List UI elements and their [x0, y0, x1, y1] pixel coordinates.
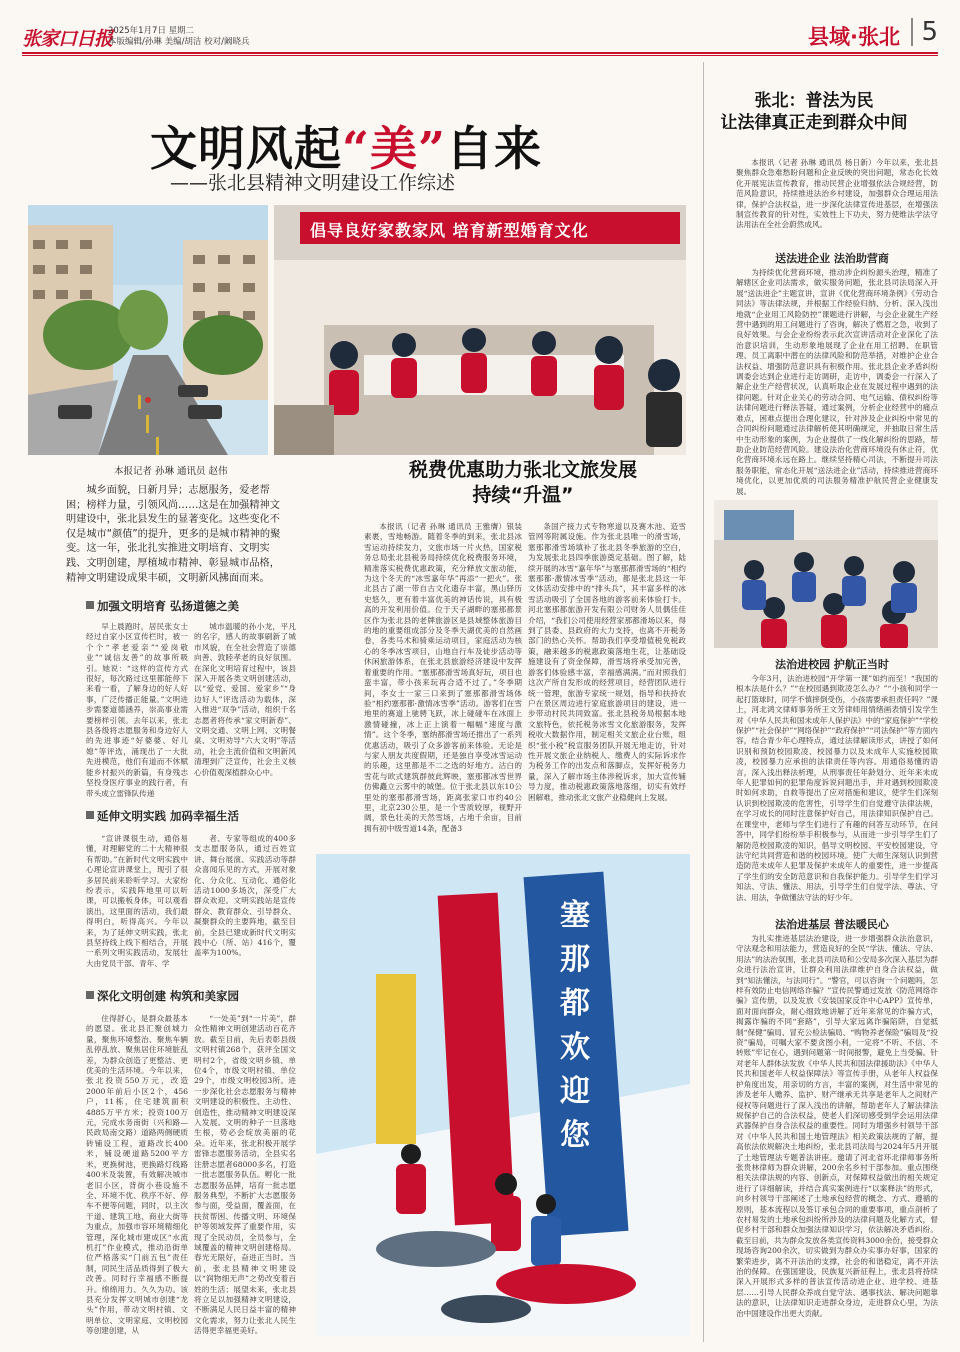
- article3-sub1-body: 为持续优化营商环境，推动涉企纠纷源头治理，精准了解辖区企业司法需求，做实服务问题，张北县司法局深入开展“送法进企”主题宣讲，宣讲《优化营商环境条例》《劳动合同法》等法律法规，并根据工作经验归纳、分析、深入浅出地就“企业用工风险防控”课题进行讲解，与会企业就生产经营中遇到的用工问题进行了咨询，解决了燃眉之急，收到了良好效果。与会企业纷纷表示此次宣讲活动对企业深化了法治意识培训，生动形象地展现了企业在用工招聘、在职管理、员工离职中潜在的法律风险和防范举措，对维护企业合法权益、增强防范意识具有积极作用。张北县企业矛盾纠纷调委会达到企业进行走访调研，走访中，调委会一行深入了解企业生产经营状况，认真听取企业在发展过程中遇到的法律问题。针对企业关心的劳动合同、电气运输、债权纠纷等法律问题进行释法答疑，通过案例，分析企业经营中的痛点难点，困难点提出合理化建议，针对涉及企业纠纷中常见的合同纠纷问题通过法律解析使其明确规定，并抽取日常生活中生动形象的案例，为企业提供了一线化解纠纷的思路，帮助企业防范经营风险。建设法治化营商环境没有休止符，优化营商环境永远在路上。继续坚持精心司法，不断提升司法服务职能，常态化开展“送法进企业”活动，持续推进营商环境优化，以更加优质的司法服务精准护航民营企业健康发展。: [736, 268, 938, 496]
- s3-col2: “一处美”到“一片美”，群众性精神文明创建活动百花齐放。截至目前，先后表彰县级文明村镇268个，获评全国文明村2个，省级文明乡镇、单位4个，市级文明村镇、单位29个，市级文明校园3所。进一步深化社会志愿服务与精神文明建设的积极性、主动性、创造性，推动精神文明建设深入发展。文明的种子一旦落地生根，势必会绽放美丽的花朵。近年来，张北积极开展学雷锋志愿服务活动，全县实名注册志愿者68000多名，打造一批志愿服务队伍。孵化一批志愿服务品牌，培育一批志愿服务典型，不断扩大志愿服务参与面，受益面，覆盖面，在扶贫帮困、传播文明、环境保护等领域发挥了重要作用，实现了全民动员，全员参与，全域覆盖的精神文明创建格局。春光无限好，奋进正当时。当前，张北县精神文明建设以“润物细无声”之势改变着百姓的生活；展望未来，张北县将立足以加强精神文明建设，不断满足人民日益丰富的精神文化需求，努力让张北人民生活得更幸福更美好。: [194, 1014, 296, 1336]
- article2-title: 税费优惠助力张北文旅发展 持续“升温”: [408, 459, 637, 506]
- section-name: 县域·张北: [808, 25, 900, 49]
- ski-sign: [541, 880, 611, 1220]
- article1-lead: 城乡面貌，日新月异；志愿服务，爱老帮困；榜样力量，引领风尚……这是在加强精神文明建设中，张北县发生的显著变化。这些变化不仅是城市“颜值”的提升，更多的是城市精神的聚变。这一年，张北扎实推进文明培育、文明实践、文明创建，厚植城市精神、彰显城市品格，精神文明建设成果丰硕，文明新风拂面而来。: [66, 485, 281, 584]
- s2-col1: “宣讲课很生动，通俗易懂，对理解党的二十大精神很有帮助。”在新时代文明实践中心理论宣讲课堂上，现引了很多居民前来聆听学习。大家纷纷表示，实践阵地里可以听课，可以搬板身体，可以观看演出，这里面的活动，我们最得明白，听得高兴。今年以来，为了延伸文明实践，张北县坚持线上线下相结合，开展一系列文明实践活动，发展壮大由党员干部、青年、学: [86, 834, 188, 968]
- heading-square-icon: [86, 601, 94, 609]
- article3-sub3-body: 为扎实推进基层法治建设，进一步增强群众法治意识，守法观念和用法能力，营造良好的全民“学法、懂法、守法、用法”的法治氛围，张北县司法局和公安局多次深入基层为群众进行法治宣讲，让群众利用法律维护自身合法权益，做到“知法懂法，与法同行”。“警官，可以咨询一个问题吗，怎样有效防止电信网络诈骗？”宣传民警通过发放《防范网络诈骗》宣传册，以及发放《安装国家反诈中心APP》宣传单，面对面向群众，耐心细致地讲解了近年来常见的诈骗方式，揭露诈骗的不同“套路”，引导大家远离诈骗陷阱，自觉抵制“保健”骗局、冒充公检法骗局、“购物养老保险”骗局及“投资”骗局，可嘱大家不要贪图小利，一定将“不听、不信、不转账”牢记在心，遇到问题第一时间报警，避免上当受骗。针对老年人群体法发放《中华人民共和国法律援助法》《中华人民共和国老年人权益保障法》等宣传手册，从老年人权益保护角度出发，用亲切的方言，丰富的案例，对生活中常见的涉及老年人赡养、监护、财产继承无共享是老年人之间财产侵权等问题进行了深入浅出的讲解，帮助老年人了解法律法规保护自己的合法权益，使老人们深切感受到学会运用法律武器保护自身合法权益的重要性。同时为增强乡村领导干部对《中华人民共和国土地管理法》相关政策法规的了解，提高依法依规解决土地纠纷，张北县司法局与2024年5月开展了土地管理法专题普法讲座。邀请了河北省环北律师事务所张贵林律师为群众讲解，200余名乡村干部参加。重点围绕相关法律法规的内容、创新点，对保障权益做出的相关规定进行了详细解读，并结合真实案例进行“以案释法”的形式，向乡村领导干部阐述了土地承包经营的概念、方式、遵循的原则，基本流程以及签订承包合同的重要事项，重点剖析了农村易发的土地承包纠纷所涉及的法律问题及化解方式，督促乡村干部和群众加强法律知识学习，依法解决矛盾纠纷。截至目前，共为群众发放各类宣传资料3000余份，接受群众现场咨询200余次，切实做到为群众办实事办好事，国家的繁荣进步，离不开法治的支撑，社会的和谐稳定，离不开法治的保障。在强国建设，民族复兴新征程上，张北县将持续深入开展形式多样的普法宣传活动进企业、进学校、进基层……引导人民群众养成自觉守法、遇事找法、解决问题靠法的意识，让法律知识走进群众身边，走进群众心里，为法治中国建设作出更大贡献。: [736, 934, 938, 1318]
- banner: [300, 212, 680, 244]
- banner-text: 倡导良好家教家风 培育新型婚育文化: [310, 221, 589, 240]
- ski-sign-text: 塞那都欢迎您: [560, 898, 590, 1153]
- section-heading-1: 加强文明培育 弘扬道德之美: [86, 598, 239, 614]
- page-number: 5: [911, 18, 938, 46]
- publication-info: [108, 26, 250, 48]
- article3-sub3: 法治进基层 普法暖民心: [775, 918, 889, 931]
- article3-title: 张北：普法为民 让法律真正走到群众中间: [720, 91, 908, 133]
- article2-col2: 条国产接力式专物寒道以及赛木池、造雪管网等附属设施。作为张北县唯一的滑雪场，塞那都滑雪场填补了张北县冬季旅游的空白，为发展张北县四季旅游奠定基础。图了解，陆续开展的冰雪“嘉年华”与塞那都滑雪场的“相约塞那都·激情冰雪季”活动，都是张北县这一年文体活动安排中的“排头兵”，其丰富多样的冰雪活动吸引了全国各地的游客前来体验打卡。河北塞那都旅游开发有限公司财务人员偶佳佳介绍，“我们公司使用经营家那都滑场以来，得到了县委、县政府的大力支持，也离不开税务部门的热心关怀。帮助我们享受增值税免税政策，融来越多的税惠政策落地生花，让基础设施建设有了资金保障，滑雪场将承受加完善，游客们体验感丰富，幸福感满满。”而对照我们这次产所自发形成的经营项目，经营团队进行统一管理，旅游专家统一规划，指导和扶持农户在景区周边进行家庭旅游项目的建设，进一步带动村民共同致富。张北县税务局根据本地文旅特色，依托税务冰雪文化旅游服务，发挥税收大数据作用，制定相关文旅企业台账，组织“张小税”税宣服务团队开展无地走访，针对性开展文旅企业纳税人、缴费人的实际诉求作为税务工作的出发点和落脚点，发挥好税务力量，深入了解市场主体涉税诉求，加大宣传辅导力度，推动税惠政策落地落细，切实有效纾困解难，推动张北文旅产业稳健向上发展。: [528, 522, 686, 802]
- section-heading-2: 延伸文明实践 加码幸福生活: [86, 808, 239, 824]
- section-heading-3: 深化文明创建 构筑和美家园: [86, 988, 239, 1004]
- heading-square-icon: [86, 991, 94, 999]
- masthead-rule-thin: [22, 55, 938, 56]
- heading-square-icon: [86, 811, 94, 819]
- article2-col1: 本报讯（记者 孙琳 通讯员 王雅膺）银装素裹，雪地畅游。随着冬季的到来，张北县冰雪运动持续发力，文旅市场一片火热，国家税务总局张北县税务局持续优化税费服务环境，精准落实税费优惠政策，充分释放文旅动能，为这个冬天的“冰雪嘉年华”再添“一把火”。张北县古了湖一带自古文化遗存丰富，黑山驿历史悠久，更有着丰富优美的神话传说，具有极高的开发利用价值。位于天子湖畔的塞那都景区作为张北县的老牌旅游区是县域整体旅游目的地的重要组成部分及冬季天湖优美的自然画卷，各类马术和骑乘运动项目，家庭活动为核心的冬季冰雪项目，山地自行车及徒步活动等休闲旅游体系，在张北县旅游经济建设中发挥着重要的作用。“塞那都滑雪场真好玩，项目也蛮丰富，带小孩来玩再合适不过了。”冬季期间，李女士一家三口来到了塞那都滑雪场体验“相约塞那都·激情冰雪季”活动。游客们在雪地里的赛道上驰骋飞跃，冰上碰碰车在冰面上激情碰撞，冰上正上演着一幅幅“速度与激情”。这个冬季，塞纳都滑雪场还推出了一系列优惠活动，吸引了众多游客前来体验。无论是与家人朋友共度假期，还是独自享受冰雪运动的乐趣，这里都是不二之选的好地方。沽白的雪花与欧式建筑群彼此辉映，塞那都冰雪世界仿佛矗立云雾中的城堡。位于张北县以东10公里处的塞那都滑雪场，距离张家口市约40公里，北京230公里，是一个雪质较厚，视野开阔，景色壮美的天然雪场，占地千余亩，目前拥有初中级雪道14条，配备3: [364, 522, 522, 833]
- article3-sub2-body: 今年3月，法治进校园“开学第一课”如约而至！“我国的根本法是什么？”“在校园遇到欺凌怎么办？”“小孩和同学一起打篮球时，同学不慎摔倒受伤，小孩需要承担责任吗？”课上，河北鸿文律师事务所王文芳律师用情绪画表情引发学生对《中华人民共和国未成年人保护法》中的“家庭保护”“学校保护”“社会保护”“网络保护”“政府保护”“司法保护”等方面内容，结合青少年心理特点，通过法律解读形式，讲授了如何识别和预防校园欺凌、校园暴力以及未成年人实施校园欺凌，校园暴力应承担的法律责任等内容。用通俗易懂的语言，深入浅出释法析理，从刑事责任年龄划分、近年来未成年人犯罪如何的犯罪角度诉说问题出手，并对遇到校园欺凌时如何求助，自救等提出了应对措施和建议，使学生们深刻认识到校园欺凌的危害性，引导学生们自觉遵守法律法规，在学习成长的同时注意保护好自己，用法律知识保护自己。在课堂中，老师与学生们进行了有趣的问答互动环节，在问答中，同学们纷纷举手积极参与，从而进一步引导学生们了解防范校园欺凌的知识，倡导文明校园、平安校园建设，守法守纪共同营造和谐的校园环境。使广大师生深刻认识到营造防范未成年人犯罪及保护未成年人的重要性，进一步提高了学生们的安全防范意识和自我保护能力。引导学生们学习知法、守法、懂法、用法，引导学生们自觉学法、尊法、守法、用法，争做懂法守法的好少年。: [736, 674, 938, 902]
- newspaper-logo: 张家口日报: [22, 28, 113, 50]
- article3-sub1: 送法进企业 法治助营商: [775, 252, 889, 265]
- street-photo: [28, 205, 268, 455]
- article1-subtitle: ——张北县精神文明建设工作综述: [170, 172, 456, 194]
- article3-sub2: 法治进校园 护航正当时: [775, 658, 889, 671]
- article1-title: 文明风起“美”自来: [150, 122, 543, 177]
- column-divider: [703, 62, 704, 1342]
- issue-date: 2025年1月7日 星期二: [108, 26, 195, 36]
- masthead-rule: [22, 52, 938, 54]
- article1-byline: 本报记者 孙琳 通讯员 赵伟: [114, 466, 228, 477]
- ski-resort-photo: [316, 854, 690, 1336]
- editors-line: 本版编辑/孙琳 美编/胡洁 校对/阚晓兵: [108, 37, 250, 47]
- masthead: [0, 0, 960, 56]
- s2-col2: 者、专家等组成的400多支志愿服务队，通过百姓宣讲、舞台展演、实践活动等群众喜闻乐见的方式，开展对象化、分众化、互动化、通俗化活动1000多场次，深受广大群众欢迎。文明实践站是宣传群众、教育群众、引导群众、凝聚群众的主要阵地，截至目前，全县已建成新时代文明实践中心（所、站）416个，覆盖率为100%。: [194, 834, 296, 958]
- s1-col2: 城市温暖的孙小龙，平凡的名字，感人的故事刷新了城市风貌，在全社会营造了崇德向善、敦睦孝老的良好氛围。在深化文明培育过程中，该县深入开展各类文明创建活动，以“爱党、爱国、爱家乡”“身边好人”评选活动为载体，深入推进“双争”活动，组织千名志愿者将传承“家文明新春”、文明交通、文明上网、文明餐桌、文明劝导“六大文明”等活动，社会主流价值和文明新风清理到广泛宣传，社会主义核心价值观深植群众心中。: [194, 622, 296, 777]
- s3-col1: 住得舒心，是群众最基本的愿望。张北县汇聚创城力量，聚焦环境整治、聚焦车辆乱停乱放、聚焦居住环境脏乱差，为群众创造了更整洁、更优美的生活环境。今年以来，张北投资550万元，改造2000年前后小区2个，456户，11栋，住宅建筑面积4885万平方米；投资100万元，完成水务南街（兴和路—民政局南交路）道路两侧硬质砖铺设工程，道路改长400米，铺设硬道路5200平方米，更换树池，更换路灯线路400米及装置，有效解决城市老旧小区，背街小巷设施不全、环境不优、秩序不好、停车不便等问题，同时，以主次干道、建筑工地、商业大街等为重点，加强市容环境精细化管理，深化城市建成区“水流机打”作业模式，推动沿街单位严格落实“门前五包”责任制，同民生活品质得到了极大改善。同时行幸福感不断提升。绵绵用力、久久为功。该县充分发挥文明城市创建“龙头”作用，带动文明村镇、文明单位、文明家庭、文明校园等创建创建，从: [86, 1014, 188, 1336]
- s1-col1: 早上晨跑时，居民张女士经过自家小区宣传栏时，被一个个“孝老爱亲”“爱岗敬业”“诚信友善”的故事所吸引。她说：“这样的宣传方式很好，每次路过这里都能停下来看一看，了解身边的好人好事，广泛传播正能量。”文明进步需要道德涵养，崇高事业需要榜样引领。去年以来，张北县各级将志愿服务和身边好人的先进事迹“好婆婆、好儿媳”等评选，涌现出了一大批先进模范，他们有道而不休赋能乡村振兴的新篇，有身残志坚投身医疗事业的践行者，有带头成立雷锋队传递: [86, 622, 188, 798]
- classroom-photo: [714, 500, 938, 648]
- article3-intro: 本报讯（记者 孙琳 通讯员 杨日新）今年以来，张北县聚焦群众急难愁盼问题和企业反映的突出问题，常态化长效化开展宪法宣传教育，推动民营企业增强依法合规经营，防范风险意识，持续推进法治乡村建设，加强群众合理运用法律，保护合法权益，进一步深化法律宣传进基层，在增强法制宣传教育的针对性，实效性上下功夫，努力使维法学法守法用法在全社会蔚然成风。: [736, 158, 938, 230]
